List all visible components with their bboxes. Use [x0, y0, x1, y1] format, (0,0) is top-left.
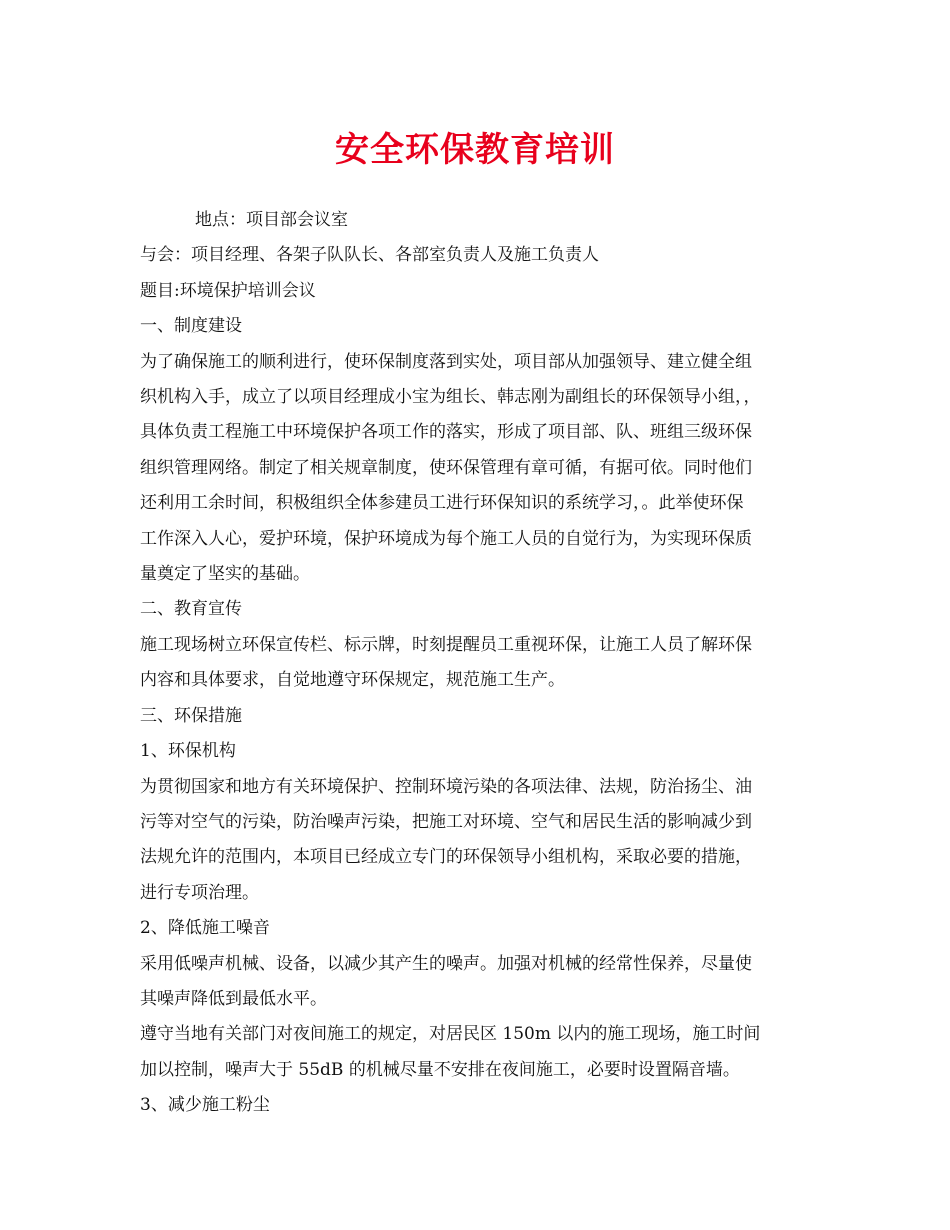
meeting-topic: 题目:环境保护培训会议 — [140, 280, 316, 301]
paragraph-line: 采用低噪声机械、设备，以减少其产生的噪声。加强对机械的经常性保养，尽量使 — [140, 953, 752, 974]
paragraph-line: 法规允许的范围内，本项目已经成立专门的环保领导小组机构，采取必要的措施， — [140, 847, 752, 868]
paragraph-line: 进行专项治理。 — [140, 882, 259, 903]
section-heading: 一、制度建设 — [140, 316, 242, 337]
paragraph-line: 其噪声降低到最低水平。 — [140, 988, 327, 1009]
paragraph-line: 加以控制，噪声大于 55dB 的机械尽量不安排在夜间施工，必要时设置隔音墙。 — [140, 1059, 740, 1080]
section-heading: 二、教育宣传 — [140, 599, 242, 620]
document-title: 安全环保教育培训 — [335, 130, 615, 170]
subsection-heading: 3、减少施工粉尘 — [140, 1095, 270, 1116]
meeting-location: 地点：项目部会议室 — [195, 210, 348, 230]
paragraph-line: 具体负责工程施工中环境保护各项工作的落实，形成了项目部、队、班组三级环保 — [140, 422, 752, 443]
meeting-attendees: 与会：项目经理、各架子队队长、各部室负责人及施工负责人 — [140, 245, 599, 266]
paragraph-line: 为了确保施工的顺利进行，使环保制度落到实处，项目部从加强领导、建立健全组 — [140, 351, 752, 372]
paragraph-line: 织机构入手，成立了以项目经理成小宝为组长、韩志刚为副组长的环保领导小组，， — [140, 387, 761, 408]
paragraph-line: 为贯彻国家和地方有关环境保护、控制环境污染的各项法律、法规，防治扬尘、油 — [140, 776, 752, 797]
paragraph-line: 内容和具体要求，自觉地遵守环保规定，规范施工生产。 — [140, 670, 565, 691]
subsection-heading: 2、降低施工噪音 — [140, 918, 270, 939]
document-body — [140, 203, 820, 1124]
paragraph-line: 还利用工余时间，积极组织全体参建员工进行环保知识的系统学习，。此举使环保 — [140, 493, 744, 514]
section-heading: 三、环保措施 — [140, 705, 242, 726]
paragraph-line: 量奠定了坚实的基础。 — [140, 564, 310, 585]
paragraph-line: 工作深入人心，爱护环境，保护环境成为每个施工人员的自觉行为，为实现环保质 — [140, 528, 752, 549]
paragraph-line: 施工现场树立环保宣传栏、标示牌，时刻提醒员工重视环保，让施工人员了解环保 — [140, 634, 752, 655]
paragraph-line: 组织管理网络。制定了相关规章制度，使环保管理有章可循，有据可依。同时他们 — [140, 457, 752, 478]
subsection-heading: 1、环保机构 — [140, 741, 236, 762]
paragraph-line: 遵守当地有关部门对夜间施工的规定，对居民区 150m 以内的施工现场，施工时间 — [140, 1024, 761, 1045]
paragraph-line: 污等对空气的污染，防治噪声污染，把施工对环境、空气和居民生活的影响减少到 — [140, 811, 752, 832]
